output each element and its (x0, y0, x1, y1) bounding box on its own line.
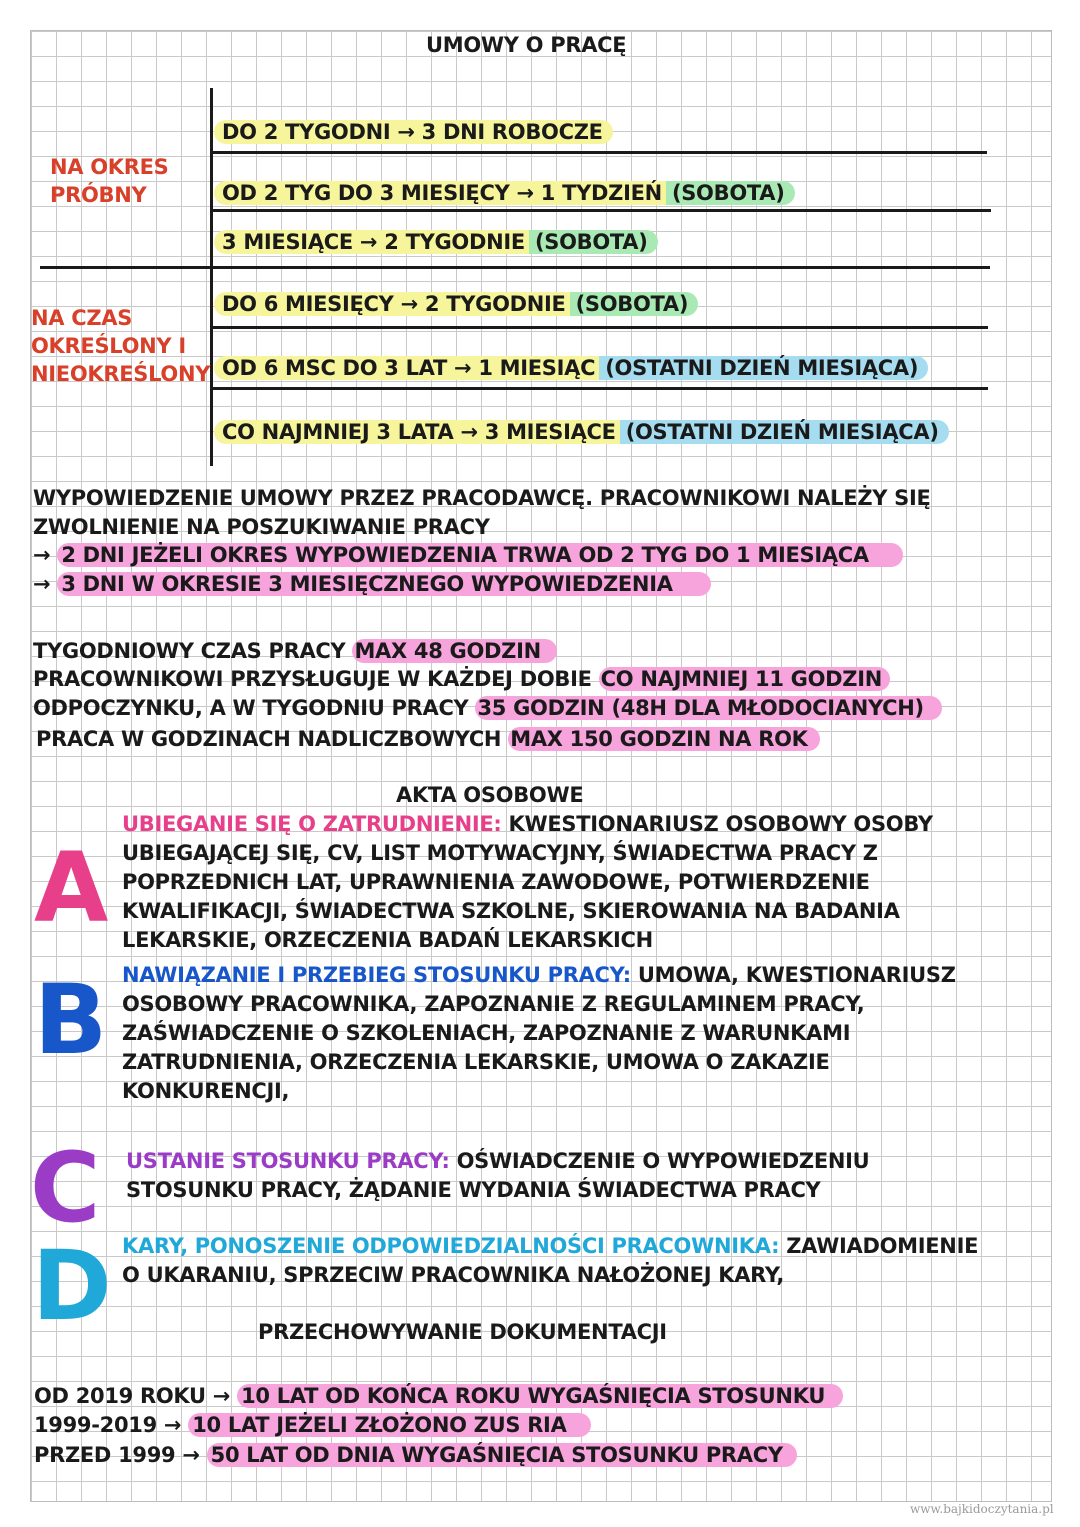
worktime-line (36, 725, 820, 753)
storage-row (34, 1382, 843, 1410)
akta-d-line (122, 1232, 978, 1260)
table-row (214, 179, 795, 207)
worktime-text: PRACA W GODZINACH NADLICZBOWYCH (36, 727, 502, 751)
arrow-icon: → (33, 572, 51, 596)
row-main-text: CO NAJMNIEJ 3 LATA → 3 MIESIĄCE (214, 420, 620, 444)
akta-a-text: KWESTIONARIUSZ OSOBOWY OSOBY (508, 812, 933, 836)
contract-term-label: NIEOKREŚLONY (31, 362, 211, 386)
table-row (214, 354, 928, 382)
contract-term-label: OKREŚLONY I (31, 334, 186, 358)
storage-rule: 10 LAT JEŻELI ZŁOŻONO ZUS RIA (188, 1413, 590, 1437)
row-divider (213, 326, 988, 329)
row-main-text: DO 6 MIESIĘCY → 2 TYGODNIE (214, 292, 570, 316)
storage-rule: 50 LAT OD DNIA WYGAŚNIĘCIA STOSUNKU PRACY (207, 1443, 797, 1467)
worktime-highlight: 35 GODZIN (48H DLA MŁODOCIANYCH) (475, 696, 941, 720)
akta-d-line: O UKARANIU, SPRZECIW PRACOWNIKA NAŁOŻONEJ KARY, (122, 1263, 785, 1287)
table-row (214, 228, 658, 256)
row-divider (213, 151, 987, 154)
row-note-text: (SOBOTA) (570, 292, 699, 316)
page-title: UMOWY O PRACĘ (426, 33, 627, 57)
storage-period: 1999-2019 → (34, 1413, 182, 1437)
worktime-text: TYGODNIOWY CZAS PRACY (33, 639, 346, 663)
akta-c-category: USTANIE STOSUNKU PRACY: (126, 1149, 450, 1173)
row-main-text: 3 MIESIĄCE → 2 TYGODNIE (214, 230, 529, 254)
akta-heading: AKTA OSOBOWE (396, 783, 584, 807)
letter-b-icon: B (34, 964, 108, 1076)
letter-a-icon: A (34, 832, 109, 944)
table-row (214, 290, 698, 318)
table-vertical-divider (210, 88, 213, 466)
storage-row (34, 1441, 797, 1469)
akta-d-category: KARY, PONOSZENIE ODPOWIEDZIALNOŚCI PRACOWNIKA: (122, 1234, 780, 1258)
akta-b-line: KONKURENCJI, (122, 1079, 290, 1103)
letter-d-icon: D (32, 1230, 112, 1342)
notice-item-text: 3 DNI W OKRESIE 3 MIESIĘCZNEGO WYPOWIEDZENIA (57, 572, 710, 596)
worktime-text: ODPOCZYNKU, A W TYGODNIU PRACY (33, 696, 469, 720)
contract-term-label: NA CZAS (31, 306, 133, 330)
row-divider (213, 209, 991, 212)
akta-a-line (122, 810, 933, 838)
row-note-text: (OSTATNI DZIEŃ MIESIĄCA) (620, 420, 949, 444)
table-row (214, 418, 949, 446)
probation-label: NA OKRES (50, 155, 169, 179)
worktime-text: PRACOWNIKOWI PRZYSŁUGUJE W KAŻDEJ DOBIE (33, 667, 592, 691)
worktime-highlight: MAX 150 GODZIN NA ROK (508, 727, 819, 751)
akta-c-line: STOSUNKU PRACY, ŻĄDANIE WYDANIA ŚWIADECTWA PRACY (126, 1178, 821, 1202)
akta-b-line: ZAŚWIADCZENIE O SZKOLENIACH, ZAPOZNANIE Z WARUNKAMI (122, 1021, 851, 1045)
row-main-text: DO 2 TYGODNI → 3 DNI ROBOCZE (214, 120, 613, 144)
row-note-text: (SOBOTA) (529, 230, 658, 254)
worktime-line (33, 665, 890, 693)
probation-label: PRÓBNY (50, 183, 147, 207)
akta-b-line: OSOBOWY PRACOWNIKA, ZAPOZNANIE Z REGULAMINEM PRACY, (122, 992, 865, 1016)
akta-a-line: POPRZEDNICH LAT, UPRAWNIENIA ZAWODOWE, POTWIERDZENIE (122, 870, 870, 894)
watermark: www.bajkidoczytania.pl (910, 1502, 1054, 1516)
akta-d-text: ZAWIADOMIENIE (786, 1234, 979, 1258)
row-note-text: (OSTATNI DZIEŃ MIESIĄCA) (599, 356, 928, 380)
letter-c-icon: C (30, 1132, 101, 1244)
worktime-line (33, 637, 557, 665)
akta-a-category: UBIEGANIE SIĘ O ZATRUDNIENIE: (122, 812, 502, 836)
akta-a-line: KWALIFIKACJI, ŚWIADECTWA SZKOLNE, SKIEROWANIA NA BADANIA (122, 899, 900, 923)
notice-item (33, 541, 903, 569)
storage-heading: PRZECHOWYWANIE DOKUMENTACJI (258, 1320, 667, 1344)
notice-text: WYPOWIEDZENIE UMOWY PRZEZ PRACODAWCĘ. PRACOWNIKOWI NALEŻY SIĘ (33, 486, 931, 510)
akta-a-line: LEKARSKIE, ORZECZENIA BADAŃ LEKARSKICH (122, 928, 653, 952)
storage-period: OD 2019 ROKU → (34, 1384, 231, 1408)
akta-c-line (126, 1147, 869, 1175)
storage-period: PRZED 1999 → (34, 1443, 200, 1467)
section-divider (40, 266, 990, 269)
worktime-line (33, 694, 942, 722)
row-divider (213, 387, 988, 390)
akta-c-text: OŚWIADCZENIE O WYPOWIEDZENIU (456, 1149, 870, 1173)
arrow-icon: → (33, 543, 51, 567)
notice-item (33, 570, 711, 598)
row-note-text: (SOBOTA) (666, 181, 795, 205)
storage-rule: 10 LAT OD KOŃCA ROKU WYGAŚNIĘCIA STOSUNKU (237, 1384, 843, 1408)
akta-b-text: UMOWA, KWESTIONARIUSZ (637, 963, 956, 987)
table-row (214, 118, 613, 146)
notice-item-text: 2 DNI JEŻELI OKRES WYPOWIEDZENIA TRWA OD 2 TYG DO 1 MIESIĄCA (57, 543, 903, 567)
row-main-text: OD 6 MSC DO 3 LAT → 1 MIESIĄC (214, 356, 599, 380)
row-main-text: OD 2 TYG DO 3 MIESIĘCY → 1 TYDZIEŃ (214, 181, 666, 205)
storage-row (34, 1411, 591, 1439)
akta-a-line: UBIEGAJĄCEJ SIĘ, CV, LIST MOTYWACYJNY, ŚWIADECTWA PRACY Z (122, 841, 878, 865)
akta-b-line: ZATRUDNIENIA, ORZECZENIA LEKARSKIE, UMOWA O ZAKAZIE (122, 1050, 830, 1074)
notice-text: ZWOLNIENIE NA POSZUKIWANIE PRACY (33, 515, 490, 539)
worktime-highlight: CO NAJMNIEJ 11 GODZIN (599, 667, 890, 691)
worktime-highlight: MAX 48 GODZIN (352, 639, 556, 663)
akta-b-line (122, 961, 956, 989)
akta-b-category: NAWIĄZANIE I PRZEBIEG STOSUNKU PRACY: (122, 963, 631, 987)
